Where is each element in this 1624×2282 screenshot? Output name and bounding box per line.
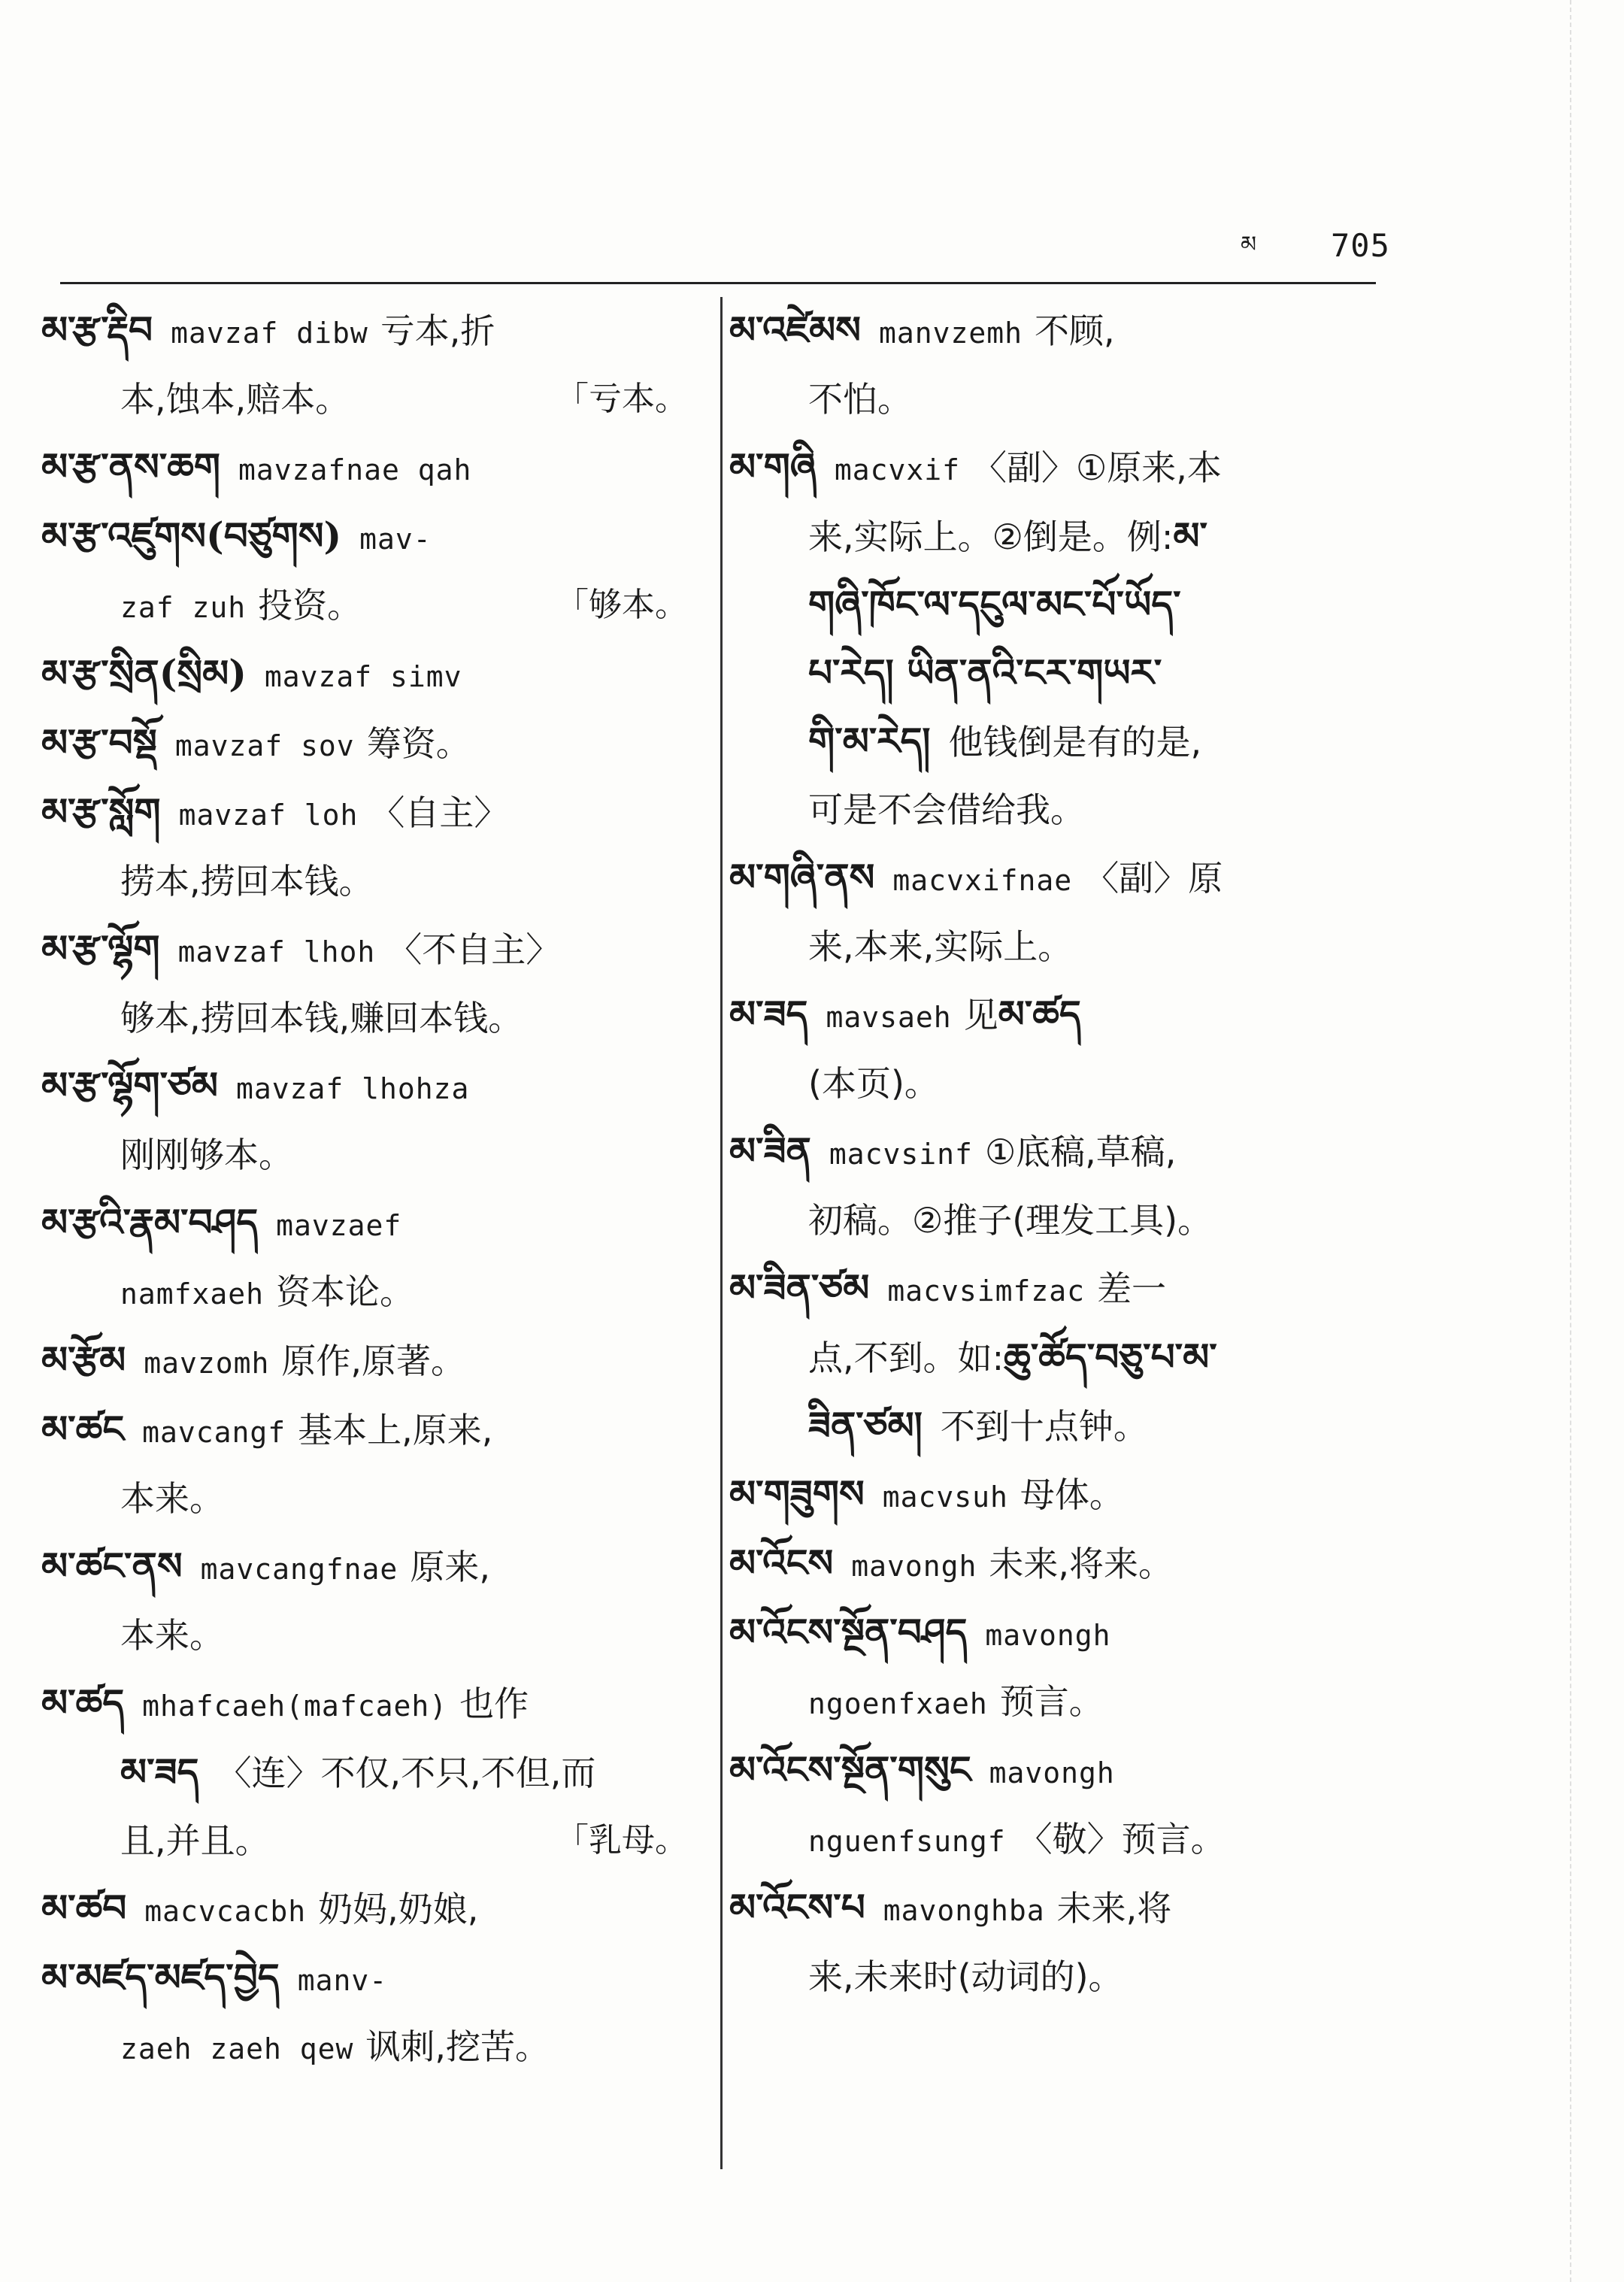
dictionary-entry [41, 1396, 688, 1533]
entry-headline [729, 1530, 1376, 1599]
tibetan-headword: གི་མ་རེད། [808, 719, 931, 763]
chinese-gloss: (本页)。 [808, 1063, 939, 1104]
right-column [729, 297, 1376, 2011]
entry-continuation [729, 1050, 1376, 1118]
chinese-gloss: 不顾, [1034, 311, 1115, 351]
tibetan-headword: ཟིན་ཙམ། [808, 1403, 923, 1447]
chinese-gloss: 〈自主〉 [370, 792, 509, 833]
entry-headline [41, 503, 688, 572]
entry-continuation [729, 1324, 1376, 1393]
chinese-gloss: 基本上,原来, [298, 1410, 493, 1450]
tibetan-headword: མ་ཟིན [729, 1129, 811, 1173]
romanization: mavongh [851, 1550, 977, 1583]
chinese-gloss: 奶妈,奶娘, [318, 1889, 479, 1929]
dictionary-entry [729, 434, 1376, 844]
entry-continuation [729, 1393, 1376, 1461]
dictionary-entry [41, 779, 688, 916]
dictionary-entry [729, 1461, 1376, 1530]
dictionary-entry [41, 503, 688, 641]
dictionary-entry [729, 844, 1376, 981]
entry-continuation [41, 1808, 688, 1875]
dictionary-entry [41, 1189, 688, 1327]
entry-continuation [729, 640, 1376, 708]
romanization: mavzaf simv [264, 660, 462, 693]
chinese-gloss: 亏本,折 [380, 311, 495, 351]
entry-headline [41, 297, 688, 366]
entry-headline [41, 710, 688, 779]
romanization: mav- [359, 523, 432, 556]
romanization: mavcangfnae [200, 1553, 398, 1586]
entry-headline [729, 981, 1376, 1050]
entry-headline [729, 1255, 1376, 1324]
dictionary-entry [729, 1530, 1376, 1599]
romanization: mavongh [989, 1756, 1115, 1790]
chinese-gloss: 筹资。 [366, 723, 471, 764]
chinese-gloss: 母体。 [1020, 1474, 1124, 1515]
tibetan-headword: མ་རྩ་ལྷོག་ཙམ [41, 1063, 218, 1108]
entry-continuation [41, 1602, 688, 1670]
entry-continuation [729, 571, 1376, 640]
romanization: mavzaf lhoh [177, 935, 376, 968]
romanization: mavongh [985, 1619, 1111, 1652]
chinese-gloss: 〈不自主〉 [387, 929, 561, 970]
chinese-gloss: 也作 [459, 1683, 529, 1724]
entry-headline [729, 1874, 1376, 1944]
tibetan-headword: མ་རྩ་ནས་ཆག [41, 444, 220, 489]
romanization: mavcangf [142, 1416, 286, 1449]
chinese-gloss: 资本论。 [276, 1271, 415, 1312]
romanization: mavzaef [276, 1209, 402, 1242]
dictionary-entry [41, 1670, 688, 1875]
tibetan-headword: མ་འོངས་སྔོན་གསུང [729, 1747, 971, 1792]
entry-headline [729, 1599, 1376, 1668]
page-header [60, 211, 1390, 293]
chinese-gloss: 差一 [1096, 1268, 1166, 1309]
entry-continuation [41, 2014, 688, 2082]
romanization: macvsinf [829, 1138, 973, 1171]
romanization: mavzaf dibw [171, 317, 368, 350]
dictionary-entry [729, 1118, 1376, 1255]
margin-note: 「乳母。 [556, 1821, 688, 1859]
romanization: mhafcaeh(mafcaeh) [142, 1690, 448, 1723]
romanization: namfxaeh [120, 1277, 265, 1311]
romanization: mavzaf sov [174, 729, 355, 762]
entry-continuation [729, 1806, 1376, 1874]
header-rule [60, 282, 1376, 284]
chinese-gloss: 〈副〉①原来,本 [971, 447, 1222, 488]
romanization: mavzaf lhohza [236, 1072, 470, 1105]
entry-headline [41, 916, 688, 985]
tibetan-headword: མ་རྩ་བསྡོ [41, 720, 157, 765]
tibetan-headword: མ་འཛེམས [729, 308, 861, 352]
romanization: macvxifnae [892, 864, 1073, 897]
romanization: mavzomh [144, 1347, 270, 1380]
entry-headline [729, 1737, 1376, 1806]
dictionary-entry [729, 981, 1376, 1118]
tibetan-headword: མ་ཟིན་ཙམ [729, 1265, 870, 1310]
chinese-gloss: 本,蚀本,赔本。 [120, 379, 350, 420]
tibetan-headword: མ་ཚབ [41, 1886, 127, 1930]
romanization: zaf zuh [120, 591, 247, 624]
margin-note: 「亏本。 [556, 380, 688, 418]
romanization: macvsimfzac [887, 1274, 1085, 1308]
chinese-gloss: 原作,原著。 [281, 1341, 465, 1381]
chinese-gloss: 且,并且。 [120, 1820, 270, 1861]
tibetan-headword: མ་འོངས་པ [729, 1885, 865, 1929]
dictionary-entry [41, 1533, 688, 1670]
chinese-gloss: 本来。 [120, 1615, 224, 1656]
entry-headline [729, 1118, 1376, 1187]
romanization: mavzaf loh [178, 799, 359, 832]
chinese-gloss: 预言。 [999, 1681, 1104, 1722]
entry-headline [41, 641, 688, 710]
entry-headline [41, 434, 688, 503]
dictionary-entry [41, 434, 688, 503]
scan-edge [1570, 0, 1624, 2282]
chinese-gloss: 他钱倒是有的是, [948, 722, 1202, 762]
tibetan-headword: མ་ཚད [41, 1680, 125, 1725]
entry-continuation [729, 1187, 1376, 1255]
tibetan-headword: གཞི་ཁོང་ལ་དངུལ་མང་པོ་ཡོད་ [808, 582, 1181, 626]
entry-continuation [41, 985, 688, 1053]
entry-headline [41, 1396, 688, 1465]
tibetan-inline: མ་ [1173, 514, 1207, 558]
chinese-gloss: 点,不到。如: [808, 1338, 1004, 1378]
tibetan-headword: མ་འོངས [729, 1541, 834, 1585]
entry-headline [729, 297, 1376, 366]
romanization: mavzafnae qah [238, 453, 472, 486]
entry-continuation [41, 366, 688, 434]
tibetan-headword: མ་གཞི་ནས [729, 855, 875, 899]
chinese-gloss: 未来,将来。 [989, 1544, 1173, 1584]
dictionary-entry [41, 916, 688, 1053]
entry-headline [41, 779, 688, 848]
left-column [41, 297, 688, 2082]
margin-note: 「够本。 [556, 586, 688, 624]
tibetan-headword: མ་རྩ་སྲིན(སྲིམ) [41, 651, 247, 696]
entry-continuation [41, 1465, 688, 1533]
tibetan-headword: མ་ཚང [41, 1407, 125, 1451]
tibetan-headword: མ་རྩོམ [41, 1338, 126, 1382]
romanization: manvzemh [878, 317, 1023, 350]
romanization: macvsuh [882, 1480, 1008, 1514]
tibetan-headword: མ་མཛད་མཛད་བྱེད [41, 1955, 280, 1999]
chinese-gloss: 未来,将 [1056, 1888, 1172, 1929]
dictionary-entry [729, 1599, 1376, 1737]
tibetan-inline: ཆུ་ཚོད་བཅུ་པ་མ་ [1004, 1335, 1217, 1379]
entry-continuation [729, 777, 1376, 844]
entry-continuation [41, 848, 688, 916]
entry-continuation [41, 1122, 688, 1189]
tibetan-headword: མ་ཚང་ནས [41, 1544, 183, 1588]
entry-continuation [729, 503, 1376, 571]
entry-continuation [41, 572, 688, 641]
entry-continuation [41, 1259, 688, 1327]
romanization: mavonghba [883, 1894, 1045, 1927]
chinese-gloss: 来,未来时(动词的)。 [808, 1956, 1123, 1997]
entry-continuation [729, 366, 1376, 434]
chinese-gloss: 投资。 [258, 585, 362, 626]
chinese-gloss: 〈副〉原 [1084, 858, 1223, 899]
header-letter: མ [1241, 232, 1257, 258]
dictionary-entry [729, 1737, 1376, 1874]
entry-headline [41, 1327, 688, 1396]
tibetan-headword: མ་རྩ་རྡིབ [41, 308, 153, 352]
chinese-gloss: 见 [963, 995, 998, 1035]
tibetan-headword: མ་གཟུགས [729, 1471, 865, 1516]
chinese-gloss: 原来, [410, 1547, 490, 1587]
chinese-gloss: 〈连〉不仅,不只,不但,而 [217, 1753, 596, 1793]
entry-headline [41, 1670, 688, 1739]
dictionary-entry [41, 1327, 688, 1396]
entry-continuation [729, 1944, 1376, 2011]
tibetan-headword: མ་རྩ་འཛུགས(བཙུགས) [41, 514, 342, 558]
dictionary-entry [41, 1944, 688, 2082]
tibetan-inline: མ་ཚད [998, 992, 1081, 1036]
tibetan-headword: མ་རྩ་ལྷོག [41, 926, 160, 971]
dictionary-entry [729, 1255, 1376, 1461]
romanization: nguenfsungf [808, 1825, 1006, 1858]
page-number: 705 [1331, 227, 1390, 264]
romanization: macvxif [834, 453, 960, 486]
entry-headline [729, 434, 1376, 503]
chinese-gloss: 捞本,捞回本钱。 [120, 861, 374, 902]
chinese-gloss: 讽刺,挖苦。 [365, 2026, 550, 2067]
dictionary-entry [41, 1053, 688, 1189]
romanization: zaeh zaeh qew [120, 2032, 354, 2065]
romanization: manv- [297, 1964, 388, 1997]
dictionary-entry [41, 1875, 688, 1944]
romanization: mavsaeh [826, 1001, 952, 1034]
tibetan-headword: མ་རྩ་སློག [41, 789, 161, 834]
dictionary-entry [729, 297, 1376, 434]
entry-headline [41, 1944, 688, 2014]
dictionary-entry [41, 641, 688, 710]
chinese-gloss: 可是不会借给我。 [808, 789, 1085, 830]
chinese-gloss: ①底稿,草稿, [984, 1132, 1177, 1172]
column-divider [720, 297, 723, 2169]
tibetan-headword: མ་ཟད [120, 1750, 199, 1794]
dictionary-entry [41, 710, 688, 779]
chinese-gloss: 初稿。②推子(理发工具)。 [808, 1200, 1213, 1241]
chinese-gloss: 来,本来,实际上。 [808, 926, 1073, 967]
dictionary-entry [41, 297, 688, 434]
tibetan-headword: མ་རྩའི་རྣམ་བཤད [41, 1200, 259, 1244]
romanization: macvcacbh [144, 1895, 307, 1928]
entry-headline [729, 844, 1376, 914]
entry-headline [41, 1189, 688, 1259]
chinese-gloss: 不到十点钟。 [940, 1406, 1148, 1447]
chinese-gloss: 够本,捞回本钱,赚回本钱。 [120, 998, 523, 1038]
entry-headline [41, 1875, 688, 1944]
tibetan-headword: མ་གཞི [729, 444, 817, 489]
entry-continuation [729, 914, 1376, 981]
chinese-gloss: 刚刚够本。 [120, 1135, 293, 1175]
tibetan-headword: པ་རེད། ཡིན་ནའི་ངར་གཡར་ [808, 650, 1162, 695]
entry-continuation [729, 708, 1376, 777]
entry-headline [41, 1053, 688, 1122]
chinese-gloss: 〈敬〉预言。 [1017, 1819, 1226, 1859]
tibetan-headword: མ་འོངས་སྔོན་བཤད [729, 1610, 968, 1654]
tibetan-headword: མ་ཟད [729, 992, 808, 1036]
chinese-gloss: 不怕。 [808, 379, 912, 420]
entry-headline [41, 1533, 688, 1602]
entry-continuation [41, 1739, 688, 1808]
entry-headline [729, 1461, 1376, 1530]
entry-continuation [729, 1668, 1376, 1737]
chinese-gloss: 来,实际上。②倒是。例: [808, 517, 1174, 557]
chinese-gloss: 本来。 [120, 1478, 224, 1519]
dictionary-entry [729, 1874, 1376, 2011]
romanization: ngoenfxaeh [808, 1687, 988, 1720]
